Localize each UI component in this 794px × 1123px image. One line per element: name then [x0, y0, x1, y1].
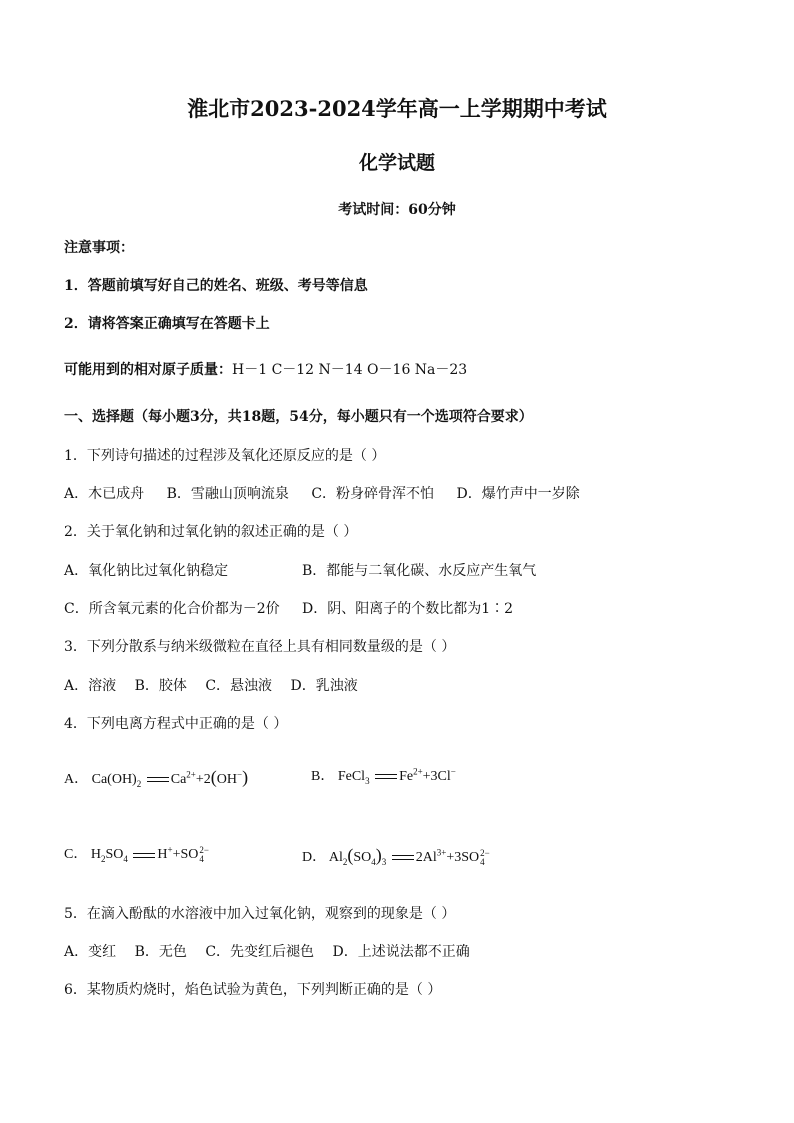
- question-5-option-d: D．上述说法都不正确: [332, 944, 470, 960]
- question-3-option-b: B．胶体: [134, 678, 187, 694]
- notes-heading: 注意事项：: [64, 240, 134, 256]
- question-5-options: [64, 943, 470, 961]
- question-5-option-c: C．先变红后褪色: [205, 944, 315, 960]
- equals-sign: [147, 777, 169, 782]
- question-4-option-d: D． $Al_2(SO_4)_3$ $2Al^{3+}+3SO$ 2− 4: [302, 845, 490, 867]
- question-1-option-d: D．爆竹声中一岁除: [456, 486, 580, 502]
- question-3-stem: 3．下列分散系与纳米级微粒在直径上具有相同数量级的是（ ）: [64, 639, 456, 655]
- question-3-option-d: D．乳浊液: [290, 678, 358, 694]
- exam-title: 淮北市2023-2024学年高一上学期期中考试: [187, 96, 607, 121]
- note-item-2: 2．请将答案正确填写在答题卡上: [64, 316, 270, 332]
- atomic-masses: [64, 361, 467, 379]
- equals-sign: [133, 853, 155, 858]
- exam-time: 考试时间：60分钟: [338, 202, 456, 218]
- question-2-option-d: D．阴、阳离子的个数比都为1∶2: [302, 601, 514, 617]
- question-1-stem: 1．下列诗句描述的过程涉及氧化还原反应的是（ ）: [64, 448, 386, 464]
- subject-title: 化学试题: [358, 152, 435, 174]
- question-5-stem: 5．在滴入酚酞的水溶液中加入过氧化钠，观察到的现象是（ ）: [64, 906, 456, 922]
- question-1-options: [64, 485, 580, 503]
- question-4-option-b: B． FeCl$_3$ $Fe^{2+}+3Cl^-$: [311, 766, 456, 786]
- question-2-option-c: C．所含氧元素的化合价都为－2价: [64, 601, 280, 617]
- atomic-masses-values: H－1 C－12 N－14 O－16 Na－23: [232, 362, 468, 378]
- question-1-option-b: B．雪融山顶响流泉: [166, 486, 289, 502]
- question-4-option-a: A． $Ca(OH)_2$ $Ca^{2+}+2(OH^-)$: [64, 767, 249, 789]
- question-3-option-c: C．悬浊液: [205, 678, 273, 694]
- question-3-options: [64, 677, 358, 695]
- question-5-option-a: A．变红: [64, 944, 117, 960]
- atomic-masses-label: 可能用到的相对原子质量：: [64, 362, 232, 378]
- equals-sign: [375, 774, 397, 779]
- section-heading: 一、选择题（每小题3分，共18题，54分，每小题只有一个选项符合要求）: [64, 409, 533, 425]
- question-2-stem: 2．关于氧化钠和过氧化钠的叙述正确的是（ ）: [64, 524, 358, 540]
- note-item-1: 1．答题前填写好自己的姓名、班级、考号等信息: [64, 278, 368, 294]
- question-4-option-c: C． $H_2SO_4$ H++SO 2− 4: [64, 844, 209, 865]
- question-2-option-b: B．都能与二氧化碳、水反应产生氧气: [302, 563, 537, 579]
- question-5-option-b: B．无色: [134, 944, 187, 960]
- question-2-option-a: A．氧化钠比过氧化钠稳定: [64, 563, 229, 579]
- question-1-option-c: C．粉身碎骨浑不怕: [311, 486, 435, 502]
- question-3-option-a: A．溶液: [64, 678, 117, 694]
- question-4-stem: 4．下列电离方程式中正确的是（ ）: [64, 716, 288, 732]
- question-1-option-a: A．木已成舟: [64, 486, 145, 502]
- question-6-stem: 6．某物质灼烧时，焰色试验为黄色，下列判断正确的是（ ）: [64, 982, 442, 998]
- equals-sign: [392, 855, 414, 860]
